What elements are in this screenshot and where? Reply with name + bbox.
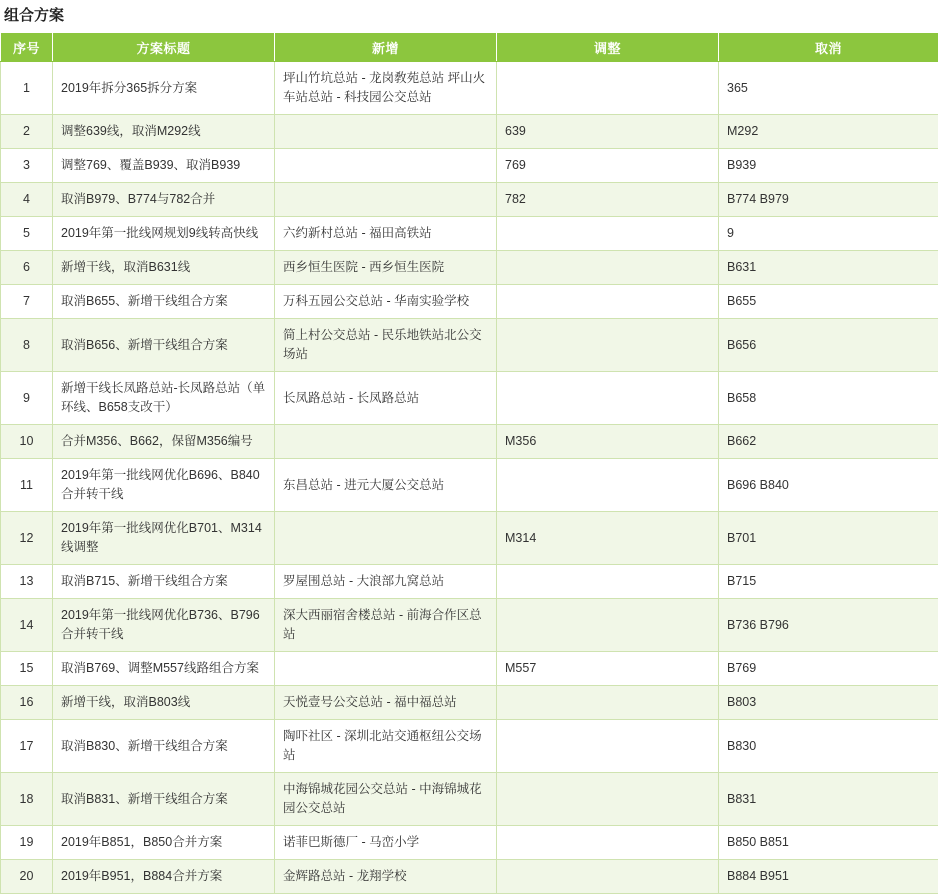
- cell-adjust: [497, 285, 719, 319]
- cell-add: 六约新村总站 - 福田高铁站: [275, 217, 497, 251]
- table-row: [1, 459, 938, 512]
- table-row: [1, 512, 938, 565]
- cell-title: 调整639线，取消M292线: [53, 115, 275, 149]
- cell-add: 金辉路总站 - 龙翔学校: [275, 860, 497, 894]
- cell-seq: 10: [1, 425, 53, 459]
- cell-title: 取消B979、B774与782合并: [53, 183, 275, 217]
- cell-seq: 19: [1, 826, 53, 860]
- cell-add: 万科五园公交总站 - 华南实验学校: [275, 285, 497, 319]
- cell-seq: 13: [1, 565, 53, 599]
- cell-cancel: B831: [719, 773, 938, 826]
- cell-add: 诺菲巴斯德厂 - 马峦小学: [275, 826, 497, 860]
- column-header-add: 新增: [275, 33, 497, 62]
- cell-add: 罗屋围总站 - 大浪部九窝总站: [275, 565, 497, 599]
- cell-adjust: [497, 565, 719, 599]
- cell-adjust: 639: [497, 115, 719, 149]
- cell-cancel: B701: [719, 512, 938, 565]
- cell-add: [275, 425, 497, 459]
- cell-seq: 11: [1, 459, 53, 512]
- cell-add: 中海锦城花园公交总站 - 中海锦城花园公交总站: [275, 773, 497, 826]
- table-row: [1, 826, 938, 860]
- cell-add: [275, 183, 497, 217]
- cell-title: 取消B831、新增干线组合方案: [53, 773, 275, 826]
- cell-add: 坪山竹坑总站 - 龙岗敎苑总站 坪山火车站总站 - 科技园公交总站: [275, 62, 497, 115]
- cell-seq: 3: [1, 149, 53, 183]
- cell-seq: 16: [1, 686, 53, 720]
- table-row: [1, 720, 938, 773]
- table-row: [1, 372, 938, 425]
- table-row: [1, 285, 938, 319]
- cell-title: 新增干线长凤路总站-长凤路总站（单环线、B658支改干）: [53, 372, 275, 425]
- cell-title: 取消B830、新增干线组合方案: [53, 720, 275, 773]
- cell-adjust: M356: [497, 425, 719, 459]
- cell-add: 陶吓社区 - 深圳北站交通枢纽公交场站: [275, 720, 497, 773]
- cell-cancel: B631: [719, 251, 938, 285]
- table-row: [1, 115, 938, 149]
- table-header: [1, 33, 938, 62]
- cell-cancel: B769: [719, 652, 938, 686]
- table-row: [1, 217, 938, 251]
- cell-adjust: [497, 860, 719, 894]
- cell-title: 2019年第一批线网优化B701、M314线调整: [53, 512, 275, 565]
- table-header-row: [1, 33, 938, 62]
- cell-adjust: [497, 459, 719, 512]
- cell-title: 2019年B851，B850合并方案: [53, 826, 275, 860]
- cell-adjust: [497, 319, 719, 372]
- cell-title: 取消B655、新增干线组合方案: [53, 285, 275, 319]
- cell-cancel: M292: [719, 115, 938, 149]
- cell-seq: 15: [1, 652, 53, 686]
- table-row: [1, 251, 938, 285]
- cell-cancel: B656: [719, 319, 938, 372]
- table-row: [1, 773, 938, 826]
- cell-title: 取消B715、新增干线组合方案: [53, 565, 275, 599]
- cell-title: 合并M356、B662，保留M356编号: [53, 425, 275, 459]
- cell-title: 2019年第一批线网优化B696、B840合并转干线: [53, 459, 275, 512]
- table-row: [1, 319, 938, 372]
- cell-title: 新增干线，取消B803线: [53, 686, 275, 720]
- cell-seq: 17: [1, 720, 53, 773]
- table-row: [1, 565, 938, 599]
- column-header-cancel: 取消: [719, 33, 938, 62]
- table-row: [1, 62, 938, 115]
- cell-seq: 5: [1, 217, 53, 251]
- cell-add: [275, 115, 497, 149]
- cell-title: 2019年B951，B884合并方案: [53, 860, 275, 894]
- cell-adjust: [497, 720, 719, 773]
- cell-title: 2019年拆分365拆分方案: [53, 62, 275, 115]
- cell-adjust: M314: [497, 512, 719, 565]
- cell-cancel: B696 B840: [719, 459, 938, 512]
- cell-add: [275, 652, 497, 686]
- table-row: [1, 652, 938, 686]
- cell-seq: 14: [1, 599, 53, 652]
- cell-cancel: 365: [719, 62, 938, 115]
- cell-add: [275, 512, 497, 565]
- cell-cancel: B939: [719, 149, 938, 183]
- cell-add: 西乡恒生医院 - 西乡恒生医院: [275, 251, 497, 285]
- cell-seq: 7: [1, 285, 53, 319]
- cell-add: 深大西丽宿舍楼总站 - 前海合作区总站: [275, 599, 497, 652]
- cell-seq: 2: [1, 115, 53, 149]
- table-row: [1, 686, 938, 720]
- cell-adjust: [497, 251, 719, 285]
- cell-cancel: B658: [719, 372, 938, 425]
- cell-adjust: M557: [497, 652, 719, 686]
- cell-add: 天悦壹号公交总站 - 福中福总站: [275, 686, 497, 720]
- table-row: [1, 425, 938, 459]
- cell-adjust: [497, 217, 719, 251]
- cell-cancel: B715: [719, 565, 938, 599]
- table-row: [1, 860, 938, 894]
- cell-adjust: [497, 686, 719, 720]
- cell-adjust: [497, 599, 719, 652]
- cell-cancel: 9: [719, 217, 938, 251]
- cell-cancel: B662: [719, 425, 938, 459]
- table-row: [1, 149, 938, 183]
- cell-title: 2019年第一批线网规划9线转高快线: [53, 217, 275, 251]
- cell-cancel: B830: [719, 720, 938, 773]
- table-row: [1, 599, 938, 652]
- table-row: [1, 183, 938, 217]
- combo-plan-table: [0, 32, 938, 894]
- cell-add: [275, 149, 497, 183]
- cell-seq: 12: [1, 512, 53, 565]
- cell-title: 新增干线，取消B631线: [53, 251, 275, 285]
- cell-adjust: [497, 826, 719, 860]
- cell-title: 调整769、覆盖B939、取消B939: [53, 149, 275, 183]
- cell-add: 长凤路总站 - 长凤路总站: [275, 372, 497, 425]
- cell-add: 东昌总站 - 进元大厦公交总站: [275, 459, 497, 512]
- cell-cancel: B884 B951: [719, 860, 938, 894]
- column-header-adjust: 调整: [497, 33, 719, 62]
- cell-seq: 9: [1, 372, 53, 425]
- cell-adjust: [497, 372, 719, 425]
- cell-cancel: B736 B796: [719, 599, 938, 652]
- cell-adjust: [497, 773, 719, 826]
- cell-add: 简上村公交总站 - 民乐地铁站北公交场站: [275, 319, 497, 372]
- column-header-title: 方案标题: [53, 33, 275, 62]
- page-title: 组合方案: [0, 6, 938, 32]
- table-body: [1, 62, 938, 894]
- cell-cancel: B774 B979: [719, 183, 938, 217]
- cell-title: 取消B656、新增干线组合方案: [53, 319, 275, 372]
- cell-cancel: B850 B851: [719, 826, 938, 860]
- cell-seq: 6: [1, 251, 53, 285]
- cell-seq: 1: [1, 62, 53, 115]
- cell-title: 2019年第一批线网优化B736、B796合并转干线: [53, 599, 275, 652]
- cell-seq: 20: [1, 860, 53, 894]
- cell-cancel: B655: [719, 285, 938, 319]
- cell-adjust: 782: [497, 183, 719, 217]
- cell-title: 取消B769、调整M557线路组合方案: [53, 652, 275, 686]
- cell-cancel: B803: [719, 686, 938, 720]
- column-header-seq: 序号: [1, 33, 53, 62]
- cell-adjust: 769: [497, 149, 719, 183]
- cell-seq: 4: [1, 183, 53, 217]
- cell-seq: 18: [1, 773, 53, 826]
- cell-seq: 8: [1, 319, 53, 372]
- cell-adjust: [497, 62, 719, 115]
